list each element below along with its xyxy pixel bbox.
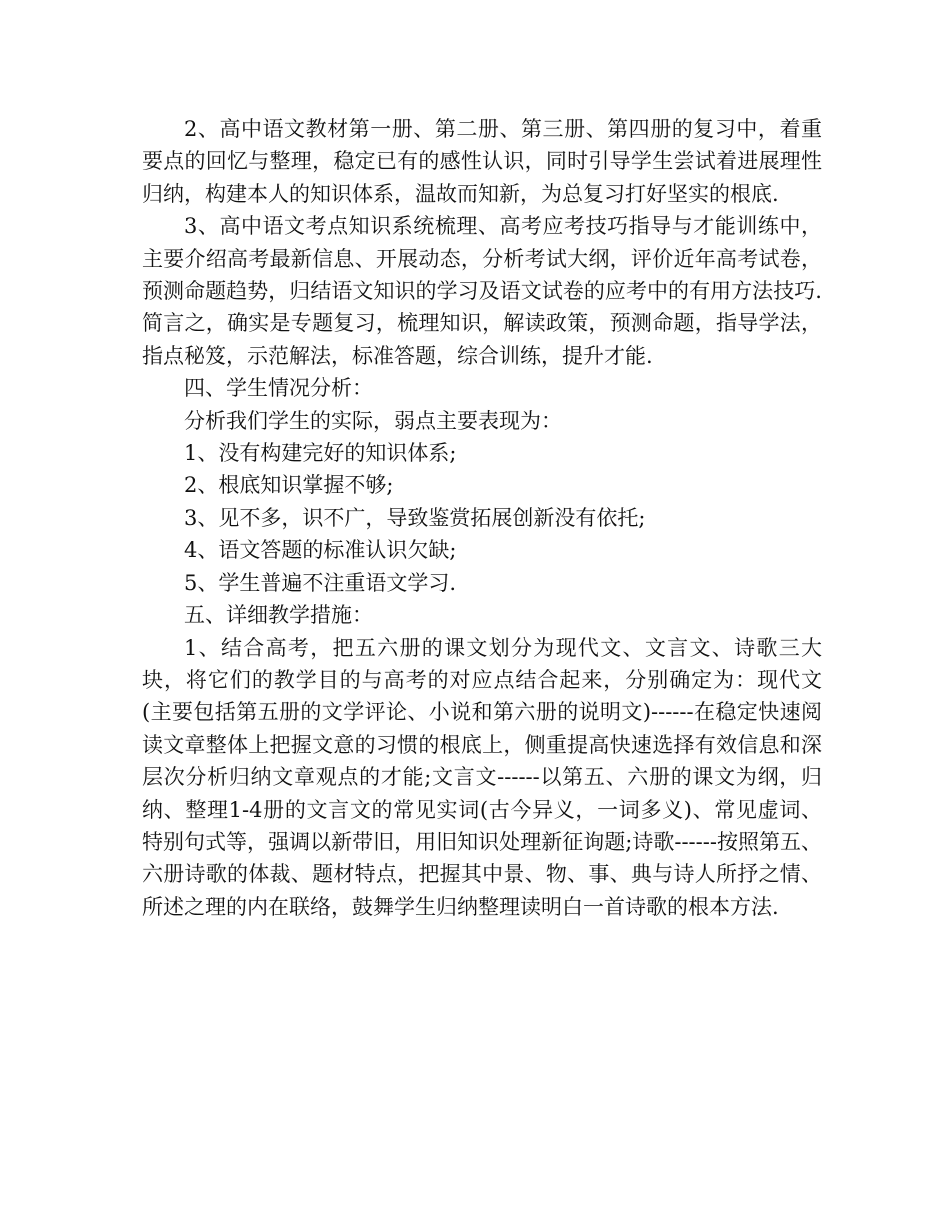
student-analysis-intro: 分析我们学生的实际，弱点主要表现为： (184, 408, 562, 433)
document-body (142, 113, 822, 923)
section-heading-student-analysis: 四、学生情况分析： (184, 376, 373, 401)
paragraph-teaching-measure-1: 1、结合高考，把五六册的课文划分为现代文、文言文、诗歌三大块，将它们的教学目的与高考的对应点结合起来，分别确定为：现代文(主要包括第五册的文学评论、小说和第六册的说明文)------在稳定快速阅读文章整体上把握文意的习惯的根底上，侧重提高快速选择有效信息和深层次分析归纳文章观点的才能;文言文------以第五、六册的课文为纲，归纳、整理1-4册的文言文的常见实词(古今异义，一词多义)、常见虚词、特别句式等，强调以新带旧，用旧知识处理新征询题;诗歌------按照第五、六册诗歌的体裁、题材特点，把握其中景、物、事、典与诗人所抒之情、所述之理的内在联络，鼓舞学生归纳整理读明白一首诗歌的根本方法. (142, 635, 822, 919)
weakness-item-4: 4、语文答题的标准认识欠缺; (184, 538, 457, 563)
paragraph-exam-review: 3、高中语文考点知识系统梳理、高考应考技巧指导与才能训练中，主要介绍高考最新信息、开展动态，分析考试大纲，评价近年高考试卷，预测命题趋势，归结语文知识的学习及语文试卷的应考中的有用方法技巧.简言之，确实是专题复习，梳理知识，解读政策，预测命题，指导学法，指点秘笈，示范解法，标准答题，综合训练，提升才能. (142, 214, 822, 368)
section-heading-teaching-measures: 五、详细教学措施： (184, 603, 373, 628)
weakness-item-3: 3、见不多，识不广，导致鉴赏拓展创新没有依托; (184, 505, 646, 530)
paragraph-review-textbooks: 2、高中语文教材第一册、第二册、第三册、第四册的复习中，着重要点的回忆与整理，稳定已有的感性认识，同时引导学生尝试着进展理性归纳，构建本人的知识体系，温故而知新，为总复习打好坚实的根底. (142, 117, 822, 206)
weakness-item-1: 1、没有构建完好的知识体系; (184, 441, 457, 466)
weakness-item-2: 2、根底知识掌握不够; (184, 473, 394, 498)
weakness-item-5: 5、学生普遍不注重语文学习. (184, 570, 457, 595)
